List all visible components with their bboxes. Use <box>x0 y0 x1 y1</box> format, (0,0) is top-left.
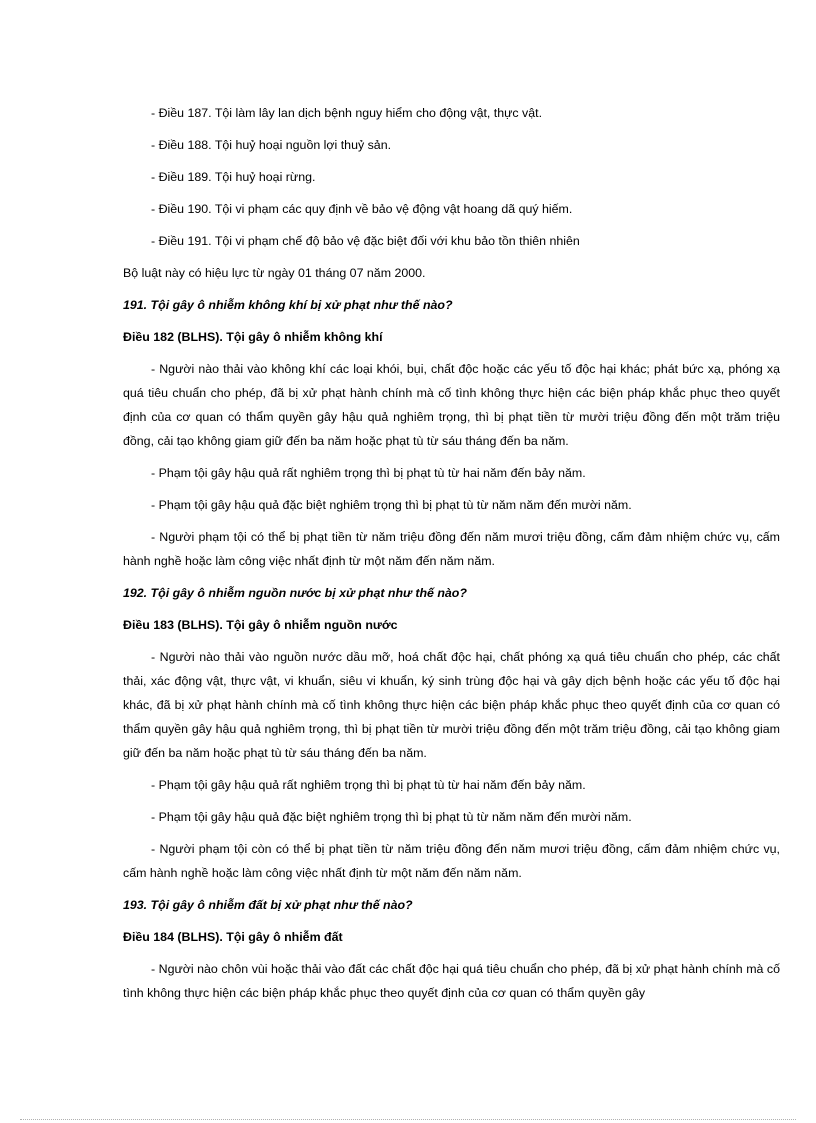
article-182-clause-3: - Phạm tội gây hậu quả đặc biệt nghiêm trọng thì bị phạt tù từ năm năm đến mười năm. <box>151 498 632 512</box>
page-bottom-divider <box>20 1119 796 1120</box>
article-heading-182: Điều 182 (BLHS). Tội gây ô nhiễm không khí <box>123 330 383 344</box>
article-183-clause-3: - Phạm tội gây hậu quả đặc biệt nghiêm trọng thì bị phạt tù từ năm năm đến mười năm. <box>151 810 632 824</box>
question-heading-191: 191. Tội gây ô nhiễm không khí bị xử phạt như thế nào? <box>123 298 453 312</box>
question-heading-193: 193. Tội gây ô nhiễm đất bị xử phạt như thế nào? <box>123 898 413 912</box>
list-item-article-189: - Điều 189. Tội huỷ hoại rừng. <box>151 170 316 184</box>
article-184-clause-1: - Người nào chôn vùi hoặc thải vào đất các chất độc hại quá tiêu chuẩn cho phép, đã bị xử phạt hành chính mà cố tình không thực hiện các biện pháp khắc phục theo quyết định của cơ quan có thẩm quyền gây <box>123 962 780 1000</box>
article-182-clause-2: - Phạm tội gây hậu quả rất nghiêm trọng thì bị phạt tù từ hai năm đến bảy năm. <box>151 466 586 480</box>
list-item-article-187: - Điều 187. Tội làm lây lan dịch bệnh nguy hiểm cho động vật, thực vật. <box>151 106 543 120</box>
list-item-article-190: - Điều 190. Tội vi phạm các quy định về bảo vệ động vật hoang dã quý hiếm. <box>151 202 573 216</box>
article-heading-184: Điều 184 (BLHS). Tội gây ô nhiễm đất <box>123 930 343 944</box>
document-page <box>123 101 780 1013</box>
question-heading-192: 192. Tội gây ô nhiễm nguồn nước bị xử phạt như thế nào? <box>123 586 467 600</box>
effective-date-text: Bộ luật này có hiệu lực từ ngày 01 tháng 07 năm 2000. <box>123 266 426 280</box>
article-183-clause-4: - Người phạm tội còn có thể bị phạt tiền từ năm triệu đồng đến năm mươi triệu đồng, cấm đảm nhiệm chức vụ, cấm hành nghề hoặc làm công việc nhất định từ một năm đến năm năm. <box>123 842 780 880</box>
list-item-article-191: - Điều 191. Tội vi phạm chế độ bảo vệ đặc biệt đối với khu bảo tồn thiên nhiên <box>151 234 580 248</box>
list-item-article-188: - Điều 188. Tội huỷ hoại nguồn lợi thuỷ sản. <box>151 138 392 152</box>
article-183-clause-2: - Phạm tội gây hậu quả rất nghiêm trọng thì bị phạt tù từ hai năm đến bảy năm. <box>151 778 586 792</box>
article-182-clause-4: - Người phạm tội có thể bị phạt tiền từ năm triệu đồng đến năm mươi triệu đồng, cấm đảm nhiệm chức vụ, cấm hành nghề hoặc làm công việc nhất định từ một năm đến năm năm. <box>123 530 780 568</box>
article-heading-183: Điều 183 (BLHS). Tội gây ô nhiễm nguồn nước <box>123 618 398 632</box>
article-183-clause-1: - Người nào thải vào nguồn nước dầu mỡ, hoá chất độc hại, chất phóng xạ quá tiêu chuẩn cho phép, các chất thải, xác động vật, thực vật, vi khuẩn, siêu vi khuẩn, ký sinh trùng độc hại và gây dịch bệnh hoặc các yếu tố độc hại khác, đã bị xử phạt hành chính mà cố tình không thực hiện các biện pháp khắc phục theo quyết định của cơ quan có thẩm quyền gây hậu quả nghiêm trọng, thì bị phạt tiền từ mười triệu đồng đến một trăm triệu đồng, cải tạo không giam giữ đến ba năm hoặc phạt tù từ sáu tháng đến ba năm. <box>123 650 780 760</box>
article-182-clause-1: - Người nào thải vào không khí các loại khói, bụi, chất độc hoặc các yếu tố độc hại khác; phát bức xạ, phóng xạ quá tiêu chuẩn cho phép, đã bị xử phạt hành chính mà cố tình không thực hiện các biện pháp khắc phục theo quyết định của cơ quan có thẩm quyền gây hậu quả nghiêm trọng, thì bị phạt tiền từ mười triệu đồng đến một trăm triệu đồng, cải tạo không giam giữ đến ba năm hoặc phạt tù từ sáu tháng đến ba năm. <box>123 362 780 448</box>
